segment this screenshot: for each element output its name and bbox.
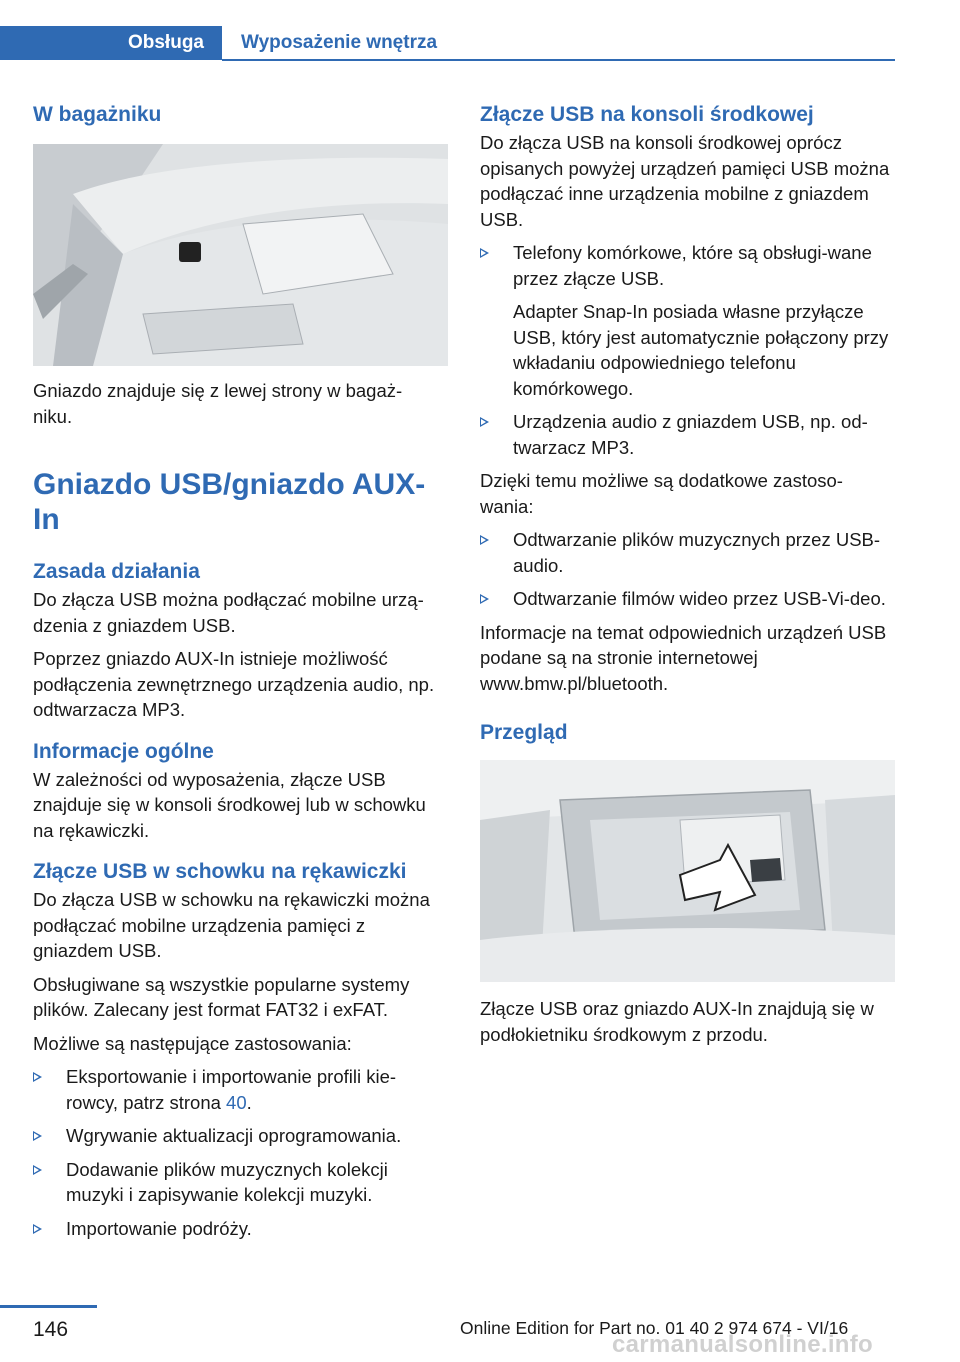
list-item (33, 1123, 448, 1149)
list-item (480, 240, 895, 401)
triangle-bullet-icon (33, 1072, 42, 1082)
list-item-text: Dodawanie plików muzycznych kolekcji muzyki i zapisywanie kolekcji muzyki. (66, 1158, 388, 1205)
main-heading: Gniazdo USB/gniazdo AUX-In (33, 468, 426, 536)
list-item (33, 1216, 448, 1242)
edition-footer: Online Edition for Part no. 01 40 2 974 674 - VI/16 (460, 1318, 849, 1338)
list-item (33, 1157, 448, 1208)
list-item (480, 586, 895, 612)
overview-caption: Złącze USB oraz gniazdo AUX-In znajdują się w podłokietniku środkowym z przodu. (480, 998, 874, 1045)
triangle-bullet-icon (33, 1131, 42, 1141)
applications-list (33, 1064, 448, 1241)
right-column (480, 100, 895, 1047)
trunk-photo (33, 144, 448, 366)
watermark: carmanualsonline.info (612, 1331, 874, 1358)
list-item-text: Odtwarzanie plików muzycznych przez USB-audio. (513, 529, 881, 576)
glovebox-paragraph-2: Obsługiwane są wszystkie popularne systemy plików. Zalecany jest format FAT32 i exFAT. (33, 973, 410, 1020)
general-heading: Informacje ogólne (33, 739, 214, 763)
triangle-bullet-icon (480, 594, 489, 604)
glovebox-paragraph-1: Do złącza USB w schowku na rękawiczki można podłączać mobilne urządzenia pamięci z gniazdem USB. (33, 889, 430, 961)
page-link[interactable]: 40 (226, 1091, 247, 1113)
triangle-bullet-icon (480, 248, 489, 258)
list-item-text: Telefony komórkowe, które są obsługi-wane przez złącze USB. (513, 242, 872, 289)
console-paragraph-3: Informacje na temat odpowiednich urządzeń USB podane są na stronie internetowej www.bmw.pl/bluetooth. (480, 621, 887, 694)
tab-underline (222, 59, 895, 61)
uses-list (480, 527, 895, 612)
principle-heading: Zasada działania (33, 560, 200, 583)
list-item (480, 409, 895, 460)
console-paragraph-2: Dzięki temu możliwe są dodatkowe zastoso-wania: (480, 470, 843, 517)
list-item-text: Odtwarzanie filmów wideo przez USB-Vi-deo. (513, 588, 886, 609)
triangle-bullet-icon (33, 1224, 42, 1234)
list-item-text: Importowanie podróży. (66, 1217, 252, 1239)
glovebox-paragraph-3: Możliwe są następujące zastosowania: (33, 1032, 352, 1054)
page-number-bar (0, 1305, 97, 1308)
page-number: 146 (33, 1318, 69, 1341)
list-item-end: . (246, 1091, 252, 1113)
principle-paragraph-2: Poprzez gniazdo AUX-In istnieje możliwość podłączenia zewnętrznego urządzenia audio, np. odtwarzacza MP3. (33, 648, 435, 720)
list-item-subtext: Adapter Snap-In posiada własne przyłącze USB, który jest automatycznie połączony przy wkładaniu odpowiedniego telefonu komórkowego. (513, 301, 889, 399)
console-photo (480, 760, 895, 982)
list-item (33, 1064, 448, 1115)
tab-wyposazenie[interactable]: Wyposażenie wnętrza (241, 32, 438, 53)
principle-paragraph-1: Do złącza USB można podłączać mobilne urzą-dzenia z gniazdem USB. (33, 589, 424, 636)
list-item-text: Urządzenia audio z gniazdem USB, np. od-twarzacz MP3. (513, 411, 868, 458)
triangle-bullet-icon (480, 417, 489, 427)
list-item-text: Wgrywanie aktualizacji oprogramowania. (66, 1125, 402, 1146)
triangle-bullet-icon (480, 535, 489, 545)
trunk-caption: Gniazdo znajduje się z lewej strony w bagaż- niku. (33, 380, 403, 427)
header-tabs (0, 26, 895, 62)
general-paragraph-1: W zależności od wyposażenia, złącze USB znajduje się w konsoli środkowej lub w schowku na rękawiczki. (33, 768, 426, 841)
list-item (480, 527, 895, 578)
list-item-text: Eksportowanie i importowanie profili kie-rowcy, patrz strona (66, 1066, 397, 1113)
overview-heading: Przegląd (480, 721, 568, 744)
left-column (33, 100, 448, 1249)
triangle-bullet-icon (33, 1165, 42, 1175)
console-paragraph-1: Do złącza USB na konsoli środkowej oprócz opisanych powyżej urządzeń pamięci USB można podłączać inne urządzenia mobilne z gniazdem USB. (480, 132, 890, 230)
glovebox-heading: Złącze USB w schowku na rękawiczki (33, 860, 407, 883)
trunk-heading: W bagażniku (33, 103, 162, 126)
tab-obsluga[interactable]: Obsługa (0, 26, 222, 60)
devices-list (480, 240, 895, 460)
console-heading: Złącze USB na konsoli środkowej (480, 103, 814, 126)
